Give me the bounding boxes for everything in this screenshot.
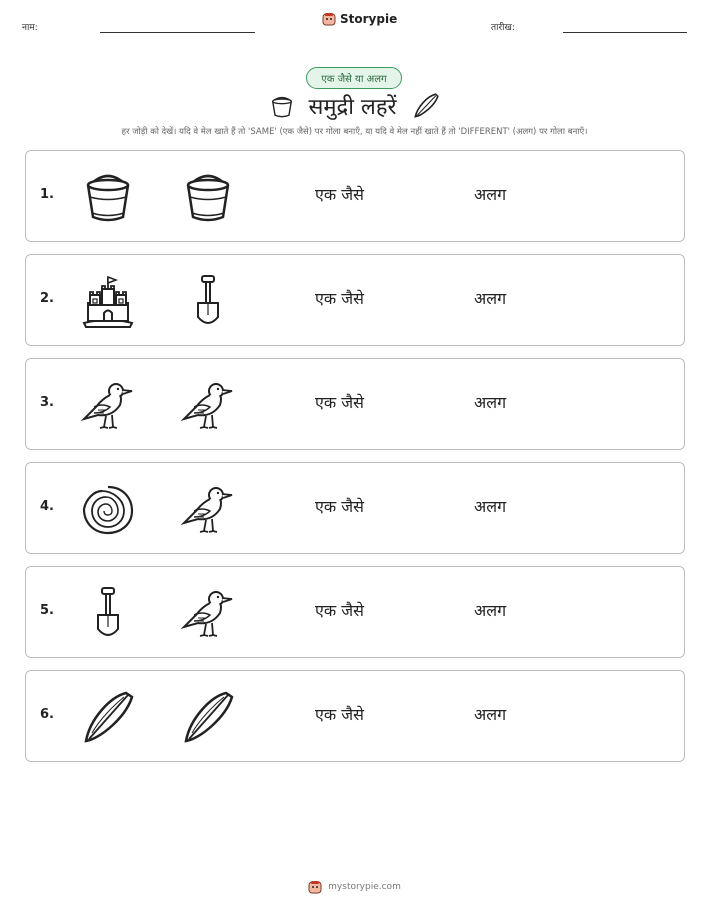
- option-same[interactable]: एक जैसे: [315, 393, 364, 412]
- name-line[interactable]: [100, 32, 255, 33]
- exercise-row: [25, 150, 685, 242]
- exercise-row: [25, 566, 685, 658]
- row-number: 2.: [40, 291, 54, 306]
- row-number: 6.: [40, 707, 54, 722]
- row-number: 1.: [40, 187, 54, 202]
- option-same[interactable]: एक जैसे: [315, 497, 364, 516]
- brand-name: Storypie: [340, 12, 398, 26]
- exercise-row: [25, 358, 685, 450]
- option-same[interactable]: एक जैसे: [315, 705, 364, 724]
- row-number: 3.: [40, 395, 54, 410]
- exercise-row: [25, 670, 685, 762]
- shovel-icon: [180, 273, 236, 329]
- seagull-icon: [180, 481, 236, 537]
- storypie-mascot-icon: [322, 12, 336, 26]
- shovel-icon: [80, 585, 136, 641]
- page-title: समुद्री लहरें: [308, 95, 397, 120]
- date-label: तारीख:: [491, 23, 515, 33]
- storypie-mascot-icon: [308, 880, 322, 894]
- seagull-icon: [180, 585, 236, 641]
- footer: [0, 880, 709, 894]
- date-line[interactable]: [563, 32, 687, 33]
- option-same[interactable]: एक जैसे: [315, 185, 364, 204]
- option-different[interactable]: अलग: [474, 705, 507, 724]
- option-different[interactable]: अलग: [474, 393, 507, 412]
- sandcastle-icon: [80, 273, 136, 329]
- name-label: नाम:: [22, 23, 38, 33]
- seagull-icon: [180, 377, 236, 433]
- instructions: हर जोड़ी को देखें। यदि वे मेल खाते हैं तो 'SAME' (एक जैसे) पर गोला बनाएँ, या यदि वे मेल नहीं खाते हैं तो 'DIFFERENT' (अलग) पर गोला बनाएँ।: [121, 127, 588, 137]
- bucket-icon: [180, 169, 236, 225]
- option-different[interactable]: अलग: [474, 289, 507, 308]
- exercise-row: [25, 462, 685, 554]
- footer-link[interactable]: mystorypie.com: [328, 882, 401, 892]
- row-number: 4.: [40, 499, 54, 514]
- option-different[interactable]: अलग: [474, 601, 507, 620]
- bucket-icon: [80, 169, 136, 225]
- exercise-row: [25, 254, 685, 346]
- surfboard-icon: [80, 689, 136, 745]
- row-number: 5.: [40, 603, 54, 618]
- topic-badge: एक जैसे या अलग: [306, 67, 402, 89]
- option-same[interactable]: एक जैसे: [315, 289, 364, 308]
- brand-logo: [322, 12, 397, 26]
- seashell-icon: [80, 481, 136, 537]
- option-different[interactable]: अलग: [474, 497, 507, 516]
- surfboard-icon: [411, 91, 441, 121]
- option-different[interactable]: अलग: [474, 185, 507, 204]
- title-row: [0, 88, 709, 124]
- bucket-icon: [269, 93, 295, 119]
- option-same[interactable]: एक जैसे: [315, 601, 364, 620]
- surfboard-icon: [180, 689, 236, 745]
- seagull-icon: [80, 377, 136, 433]
